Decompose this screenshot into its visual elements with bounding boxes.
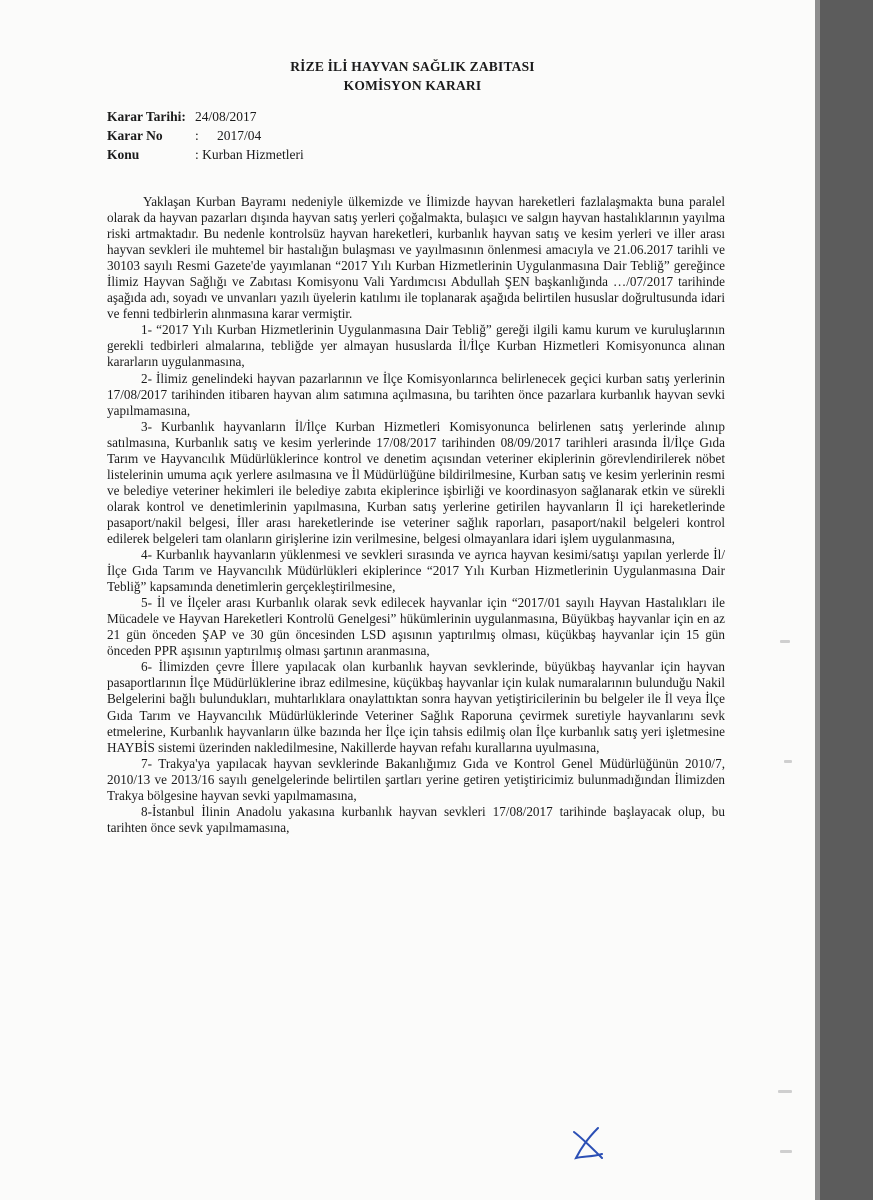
scan-edge-highlight [815,0,820,1200]
title-line-1: RİZE İLİ HAYVAN SAĞLIK ZABITASI [290,59,535,74]
meta-label: Karar No [107,128,163,143]
decision-item-7: 7- Trakya'ya yapılacak hayvan sevklerinde Bakanlığımız Gıda ve Kontrol Genel Müdürlüğünün 2010/7, 2010/13 ve 2013/16 sayılı genelgelerinde belirtilen şartları yerine getiren yetiştiricimiz bulunmadığından İlimizden Trakya bölgesine hayvan sevki yapılmamasına, [107,755,725,803]
decision-item-6: 6- İlimizden çevre İllere yapılacak olan kurbanlık hayvan sevklerinde, büyükbaş hayvanlar için hayvan pasaportlarının İlçe Müdürlüklerine ibraz edilmesine, küçükbaş hayvanlar için kulak numaralarının bulunduğu Nakil Belgelerini bağlı bulundukları, muhtarlıklara onaylattıktan sonra hayvan yetiştiricilerinin bu belgeler ile İl veya İlçe Gıda Tarım ve Hayvancılık Müdürlüklerinde Veteriner Sağlık Raporuna çevirmek suretiyle hayvanlarını sevk etmelerine, Kurbanlık hayvanların ülke bazında her İlçe için tahsis edilmiş olan İlçe kurbanlık satış yeri işletmesine HAYBİS sistemi üzerinden nakledilmesine, Nakillerde hayvan refahı kurallarına uyulmasına, [107,659,725,755]
decision-item-2: 2- İlimiz genelindeki hayvan pazarlarının ve İlçe Komisyonlarınca belirlenecek geçici kurban satış yerlerinin 17/08/2017 tarihinden itibaren hayvan alım satımına açılmasına, bu tarihten önce pazarlara kurbanlık hayvan sevki yapılmamasına, [107,370,725,418]
scan-speck [778,1090,792,1093]
scan-edge [815,0,873,1200]
meta-row-subject [107,145,304,164]
meta-value: 24/08/2017 [195,109,257,124]
meta-separator: : [195,128,199,143]
scan-speck [780,1150,792,1153]
meta-label: Konu [107,147,140,162]
handwritten-x-mark [568,1124,608,1164]
meta-row-date [107,107,304,126]
document-title [200,57,625,95]
meta-row-number [107,126,304,145]
meta-value: 2017/04 [217,128,262,143]
scan-speck [784,760,792,763]
meta-label: Karar Tarihi: [107,109,186,124]
decision-item-3: 3- Kurbanlık hayvanların İl/İlçe Kurban Hizmetleri Komisyonunca belirlenen satış yerlerinde alınıp satılmasına, Kurbanlık satış ve kesim yerlerinde 17/08/2017 tarihinden 08/09/2017 tarihleri arasında İl/İlçe Gıda Tarım ve Hayvancılık Müdürlüklerince kontrol ve denetim açısından veteriner ekiplerinin görevlendirilerek nöbet listelerinin umuma açık yerlere asılmasına ve İl Müdürlüğüne bildirilmesine, Kurban satış ve kesim yerlerinin resmi ve belediye veteriner hekimleri ile belediye zabıta ekiplerince işbirliği ve koordinasyon sağlanarak etkin ve sürekli olarak kontrol ve denetimlerinin yapılmasına, Kurban satış yerlerine getirilen hayvanların İl içi hareketlerinde pasaport/nakil belgesi, İller arası hareketlerinde ise veteriner sağlık raporları, pasaport/nakil belgeleri kontrol edilerek belgeleri tam olanların girişlerine izin verilmesine, belgesi olmayanlara idari işlem uygulanmasına, [107,418,725,546]
decision-item-8: 8-İstanbul İlinin Anadolu yakasına kurbanlık hayvan sevkleri 17/08/2017 tarihinde başlayacak olup, bu tarihten önce sevk yapılmamasına, [107,803,725,835]
decision-body [107,194,725,836]
scan-speck [780,640,790,643]
decision-item-4: 4- Kurbanlık hayvanların yüklenmesi ve sevkleri sırasında ve ayrıca hayvan kesimi/satışı yapılan yerlerde İl/İlçe Gıda Tarım ve Hayvancılık Müdürlükleri ekiplerince “2017 Yılı Kurban Hizmetlerinin Uygulanmasına Dair Tebliğ” kapsamında denetimlerin gerçekleştirilmesine, [107,547,725,595]
meta-value: : Kurban Hizmetleri [195,147,304,162]
decision-item-5: 5- İl ve İlçeler arası Kurbanlık olarak sevk edilecek hayvanlar için “2017/01 sayılı Hayvan Hastalıkları ile Mücadele ve Hayvan Hareketleri Kontrolü Genelgesi” hükümlerinin uygulanmasına, Büyükbaş hayvanlar için en az 21 gün önceden ŞAP ve 30 gün öncesinden LSD aşısının yaptırılmış olması, küçükbaş hayvanlar için 15 gün önceden PPR aşısının yaptırılmış olması şartının aranmasına, [107,595,725,659]
intro-paragraph: Yaklaşan Kurban Bayramı nedeniyle ülkemizde ve İlimizde hayvan hareketleri fazlalaşmakta buna paralel olarak da hayvan pazarları dışında hayvan satış yerleri çoğalmakta, bulaşıcı ve salgın hayvan hastalıklarının yayılma riski artmaktadır. Bu nedenle kontrolsüz hayvan hareketleri, kurbanlık hayvan satış ve kesim yerleri ve iller arası hayvan sevkleri ile muhtemel bir hastalığın bulaşması ve yayılmasının önlenmesi amacıyla ve 21.06.2017 tarihli ve 30103 sayılı Resmi Gazete'de yayımlanan “2017 Yılı Kurban Hizmetlerinin Uygulanmasına Dair Tebliğ” gereğince İlimiz Hayvan Sağlığı ve Zabıtası Komisyonu Vali Yardımcısı Abdullah ŞEN başkanlığında …/07/2017 tarihinde aşağıda adı, soyadı ve unvanları yazılı üyelerin katılımı ile toplanarak aşağıda belirtilen hususlar doğrultusunda idari ve fenni tedbirlerin alınmasına karar vermiştir. [107,194,725,322]
title-line-2: KOMİSYON KARARI [343,78,482,93]
decision-item-1: 1- “2017 Yılı Kurban Hizmetlerinin Uygulanmasına Dair Tebliğ” gereği ilgili kamu kurum ve kuruluşlarının gerekli tedbirleri almalarına, tebliğde yer almayan hususlarda İl/İlçe Kurban Hizmetleri Komisyonunca alınan kararların uygulanmasına, [107,322,725,370]
decision-meta [107,107,304,164]
